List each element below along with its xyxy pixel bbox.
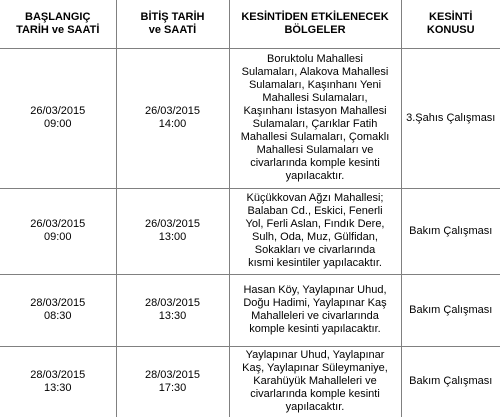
- cell-regions: Küçükkovan Ağzı Mahallesi; Balaban Cd., Eskici, Fenerli Yol, Ferli Aslan, Fındık Dere, Sulh, Oda, Muz, Gülfidan, Sokakları ve civarlarında kısmi kesintiler yapılacaktır.: [229, 188, 401, 274]
- cell-start: 26/03/2015 09:00: [0, 48, 116, 188]
- cell-topic: Bakım Çalışması: [401, 188, 500, 274]
- cell-end: 26/03/2015 13:00: [116, 188, 229, 274]
- header-end-datetime: BİTİŞ TARİH ve SAATİ: [116, 0, 229, 48]
- table-row: [0, 48, 500, 188]
- cell-end: 28/03/2015 13:30: [116, 274, 229, 346]
- cell-regions: Yaylapınar Uhud, Yaylapınar Kaş, Yaylapınar Süleymaniye, Karahüyük Mahalleleri ve civarlarında komple kesinti yapılacaktır.: [229, 346, 401, 417]
- table-row: [0, 274, 500, 346]
- cell-start: 28/03/2015 13:30: [0, 346, 116, 417]
- cell-topic: Bakım Çalışması: [401, 346, 500, 417]
- cell-start: 28/03/2015 08:30: [0, 274, 116, 346]
- cell-regions: Hasan Köy, Yaylapınar Uhud, Doğu Hadimi, Yaylapınar Kaş Mahalleleri ve civarlarında komple kesinti yapılacaktır.: [229, 274, 401, 346]
- header-outage-topic: KESİNTİ KONUSU: [401, 0, 500, 48]
- cell-regions: Boruktolu Mahallesi Sulamaları, Alakova Mahallesi Sulamaları, Kaşınhanı Yeni Mahallesi Sulamaları, Kaşınhanı İstasyon Mahallesi Sulamaları, Çarıklar Fatih Mahallesi Sulamaları, Çomaklı Mahallesi Sulamaları ve civarlarında komple kesinti yapılacaktır.: [229, 48, 401, 188]
- cell-topic: 3.Şahıs Çalışması: [401, 48, 500, 188]
- cell-end: 26/03/2015 14:00: [116, 48, 229, 188]
- cell-topic: Bakım Çalışması: [401, 274, 500, 346]
- table-row: [0, 188, 500, 274]
- table-header-row: [0, 0, 500, 48]
- cell-start: 26/03/2015 09:00: [0, 188, 116, 274]
- cell-end: 28/03/2015 17:30: [116, 346, 229, 417]
- header-affected-regions: KESİNTİDEN ETKİLENECEK BÖLGELER: [229, 0, 401, 48]
- table-row: [0, 346, 500, 417]
- header-start-datetime: BAŞLANGIÇ TARİH ve SAATİ: [0, 0, 116, 48]
